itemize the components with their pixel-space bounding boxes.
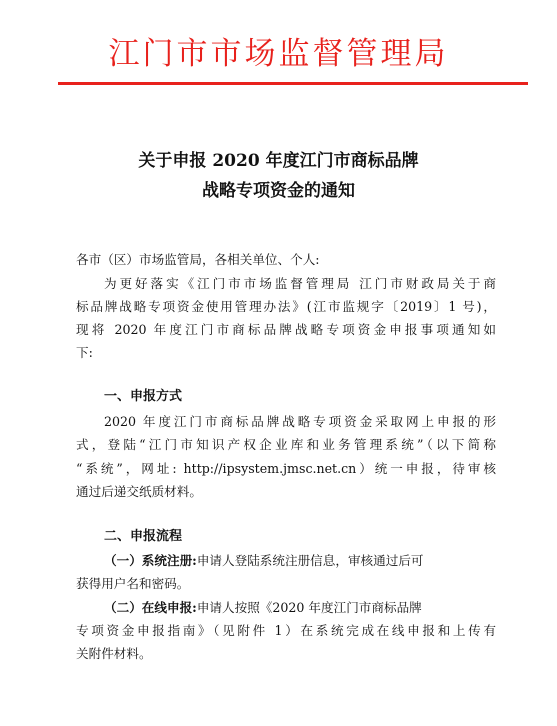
red-header-rule	[58, 82, 528, 85]
step-2-line-3: 关附件材料。	[76, 646, 152, 661]
step-1-label: （一）系统注册:	[104, 553, 197, 568]
section-1-line-1: 2020 年度江门市商标品牌战略专项资金采取网上申报的形	[104, 414, 496, 429]
intro-line-4: 下:	[76, 345, 93, 360]
salutation: 各市（区）市场监管局，各相关单位、个人:	[76, 252, 320, 267]
intro-line-1: 为更好落实《江门市市场监督管理局 江门市财政局关于商	[104, 276, 496, 291]
document-title-line-1: 关于申报 2020 年度江门市商标品牌	[138, 151, 419, 171]
section-1-line-4: 通过后递交纸质材料。	[76, 484, 202, 499]
intro-line-3: 现将 2020 年度江门市商标品牌战略专项资金申报事项通知如	[76, 322, 496, 337]
intro-line-2: 标品牌战略专项资金使用管理办法》(江市监规字〔2019〕1 号)，	[76, 299, 496, 314]
step-2-paragraph	[104, 600, 496, 616]
step-1-paragraph	[104, 553, 496, 569]
step-2-text: 申请人按照《2020 年度江门市商标品牌	[196, 600, 422, 615]
section-2-heading: 二、申报流程	[104, 529, 183, 544]
step-2-line-2: 专项资金申报指南》（见附件 1）在系统完成在线申报和上传有	[76, 623, 496, 638]
section-1-line-3: “系统”，网址: http://ipsystem.jmsc.net.cn）统一申报，待审核	[76, 461, 496, 476]
step-1-text: 申请人登陆系统注册信息，审核通过后可	[196, 553, 424, 568]
document-title-line-2: 战略专项资金的通知	[202, 181, 355, 201]
step-2-label: （二）在线申报:	[104, 600, 197, 615]
section-1-line-2: 式，登陆“江门市知识产权企业库和业务管理系统”（以下简称	[76, 437, 496, 452]
step-1-line-2: 获得用户名和密码。	[76, 576, 190, 591]
section-1-heading: 一、申报方式	[104, 389, 183, 404]
org-header-title: 江门市市场监督管理局	[108, 36, 449, 72]
